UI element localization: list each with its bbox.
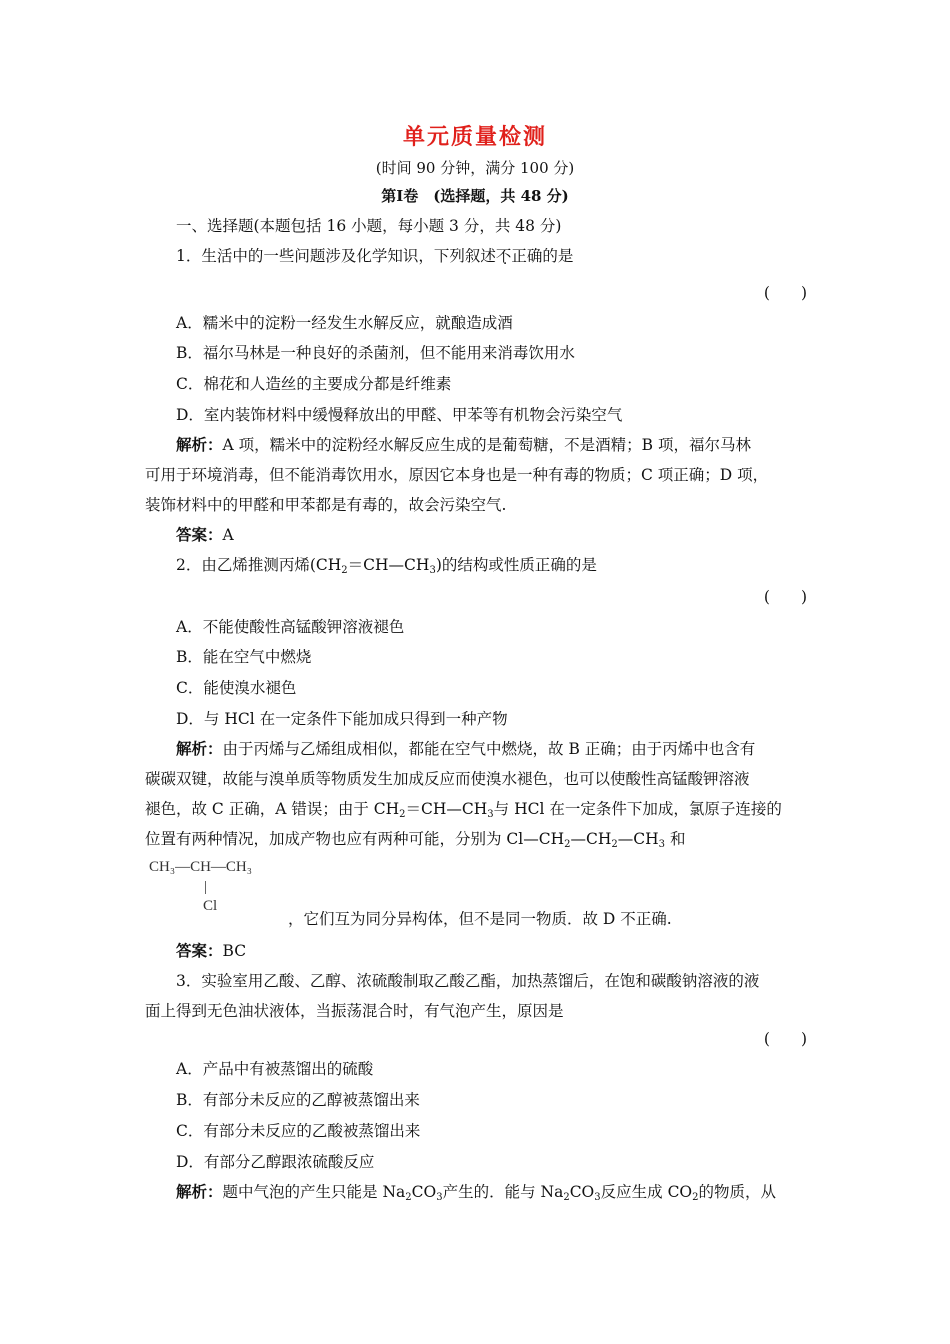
page-title: 单元质量检测 <box>402 124 547 150</box>
subscript: 3 <box>487 809 494 820</box>
subscript: 2 <box>399 809 406 820</box>
q3-analysis-formula: CO <box>569 1183 595 1201</box>
q1-option-d: D．室内装饰材料中缓慢释放出的甲醛、甲苯等有机物会污染空气 <box>176 406 623 424</box>
q2-analysis-line-2: 碳碳双键，故能与溴单质等物质发生加成反应而使溴水褪色，也可以使酸性高锰酸钾溶液 <box>145 770 750 788</box>
q2-analysis-text: 褪色，故 C 正确，A 错误；由于 CH <box>145 800 400 818</box>
subscript: 3 <box>429 565 436 576</box>
q1-analysis-line-1 <box>176 433 751 455</box>
q2-analysis-text: 和 <box>665 830 686 848</box>
subscript: 3 <box>594 1192 601 1203</box>
q2-analysis-line-3 <box>145 797 782 820</box>
q1-stem-text: 1．生活中的一些问题涉及化学知识，下列叙述 <box>176 247 496 265</box>
analysis-label: 解析： <box>176 739 223 758</box>
q2-option-a: A．不能使酸性高锰酸钾溶液褪色 <box>176 618 405 636</box>
section-label: 第Ⅰ卷 <box>381 187 419 205</box>
q1-emphasis-mark: 不 <box>495 247 512 265</box>
q2-analysis-text: 由于丙烯与乙烯组成相似，都能在空气中燃烧，故 B 正确；由于丙烯中也含有 <box>222 740 756 758</box>
q1-analysis-line-3: 装饰材料中的甲醛和甲苯都是有毒的，故会污染空气. <box>145 496 507 514</box>
q2-stem-text-end: )的结构或性质正确的是 <box>435 556 597 574</box>
q1-analysis-text: A 项，糯米中的淀粉经水解反应生成的是葡萄糖，不是酒精；B 项，福尔马林 <box>222 436 751 454</box>
subscript: 2 <box>341 565 348 576</box>
structural-formula-top: CH₃—CH—CH₃ <box>149 859 252 875</box>
q3-option-d: D．有部分乙醇跟浓硫酸反应 <box>176 1153 375 1171</box>
analysis-label: 解析： <box>176 1182 223 1201</box>
q2-analysis-formula: —CH <box>570 830 612 848</box>
q3-option-a: A．产品中有被蒸馏出的硫酸 <box>176 1060 374 1078</box>
subscript: 2 <box>564 839 571 850</box>
q1-stem-text-end: 正确的是 <box>511 247 574 265</box>
section-note: (选择题，共 48 分) <box>433 187 569 205</box>
q1-analysis-line-2: 可用于环境消毒，但不能消毒饮用水，原因它本身也是一种有毒的物质；C 项正确；D 项， <box>145 466 769 484</box>
subscript: 2 <box>692 1192 699 1203</box>
q2-option-b: B．能在空气中燃烧 <box>176 648 312 666</box>
answer-label: 答案： <box>176 941 223 960</box>
q1-answer-blank: ( ) <box>763 284 807 302</box>
q3-answer-blank: ( ) <box>763 1030 807 1048</box>
structural-formula-bond: | <box>204 879 208 895</box>
q3-analysis-text: 产生的．能与 Na <box>442 1183 564 1201</box>
q2-option-c: C．能使溴水褪色 <box>176 679 297 697</box>
q2-analysis-text: 位置有两种情况，加成产物也应有两种可能，分别为 Cl—CH <box>145 830 565 848</box>
analysis-label: 解析： <box>176 435 223 454</box>
q3-option-b: B．有部分未反应的乙醇被蒸馏出来 <box>176 1091 420 1109</box>
q1-answer-value: A <box>222 526 234 544</box>
q3-analysis-line-1 <box>176 1180 776 1203</box>
q3-option-c: C．有部分未反应的乙酸被蒸馏出来 <box>176 1122 421 1140</box>
q1-option-b: B．福尔马林是一种良好的杀菌剂，但不能用来消毒饮用水 <box>176 344 575 362</box>
q2-option-d: D．与 HCl 在一定条件下能加成只得到一种产物 <box>176 710 508 728</box>
q3-analysis-formula: CO <box>411 1183 437 1201</box>
subscript: 2 <box>563 1192 570 1203</box>
subscript: 2 <box>611 839 618 850</box>
q2-analysis-formula: ＝CH—CH <box>405 800 488 818</box>
q1-stem <box>176 244 573 266</box>
q2-analysis-line-5: ，它们互为同分异构体，但不是同一物质．故 D 不正确. <box>288 910 672 928</box>
section-heading <box>0 185 950 206</box>
q2-answer-blank: ( ) <box>763 588 807 606</box>
q3-analysis-text: 反应生成 CO <box>600 1183 693 1201</box>
q2-stem-formula: ＝CH—CH <box>347 556 430 574</box>
q3-stem-line-1: 3．实验室用乙酸、乙醇、浓硫酸制取乙酸乙酯，加热蒸馏后，在饱和碳酸钠溶液的液 <box>176 972 760 990</box>
answer-label: 答案： <box>176 525 223 544</box>
q2-analysis-formula: —CH <box>617 830 659 848</box>
q2-stem-text: 2．由乙烯推测丙烯(CH <box>176 556 342 574</box>
q1-option-a: A．糯米中的淀粉一经发生水解反应，就酿造成酒 <box>176 314 513 332</box>
part-heading: 一、选择题(本题包括 16 小题，每小题 3 分，共 48 分) <box>176 217 562 235</box>
q2-analysis-line-1 <box>176 737 755 759</box>
exam-time-info: (时间 90 分钟，满分 100 分) <box>375 159 575 177</box>
q2-answer <box>176 939 246 961</box>
q3-analysis-text: 题中气泡的产生只能是 Na <box>222 1183 406 1201</box>
q1-answer <box>176 523 234 545</box>
q2-analysis-line-4 <box>145 827 685 850</box>
q2-answer-value: BC <box>222 942 247 960</box>
subscript: 2 <box>405 1192 412 1203</box>
structural-formula-cl: Cl <box>203 898 218 914</box>
q2-analysis-text: 与 HCl 在一定条件下加成，氯原子连接的 <box>493 800 782 818</box>
q1-option-c: C．棉花和人造丝的主要成分都是纤维素 <box>176 375 452 393</box>
q3-stem-line-2: 面上得到无色油状液体，当振荡混合时，有气泡产生，原因是 <box>145 1002 564 1020</box>
subscript: 3 <box>658 839 666 850</box>
q2-stem <box>176 553 597 576</box>
subscript: 3 <box>436 1192 443 1203</box>
q3-analysis-text: 的物质，从 <box>698 1183 777 1201</box>
